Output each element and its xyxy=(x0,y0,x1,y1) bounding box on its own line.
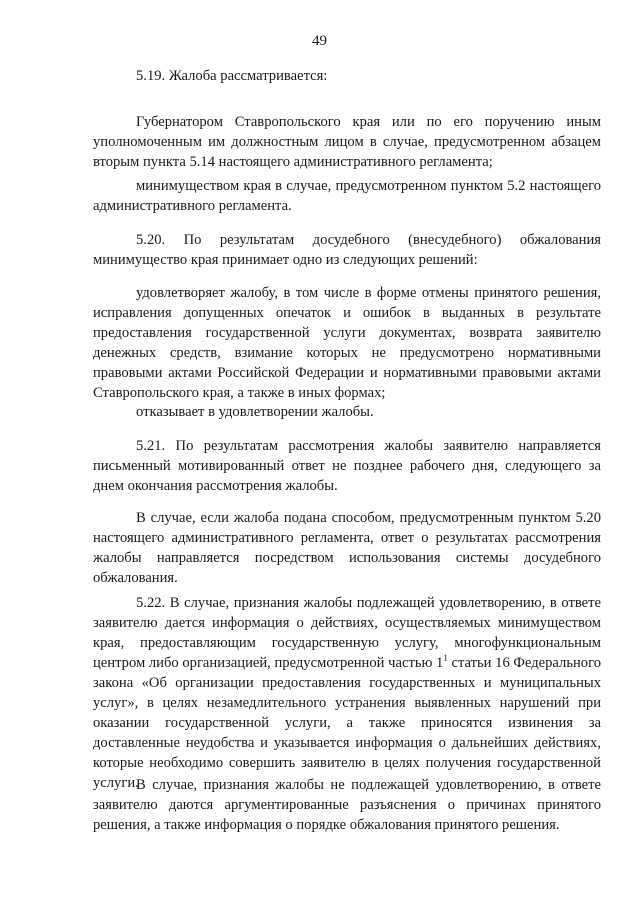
paragraph-5-22-part1: 5.22. В случае, признания жалобы подлежащей удовлетворению, в ответе заявителю дается информация о действиях, осуществляемых минимуществом края, предоставляющим государственную услугу, многофункциональным центром либо организацией, предусмотренной частью 1 xyxy=(93,595,601,671)
paragraph-5-22 xyxy=(93,593,601,793)
paragraph-5-22-part2: статьи 16 Федерального закона «Об организации предоставления государственных и муниципальных услуг», в целях незамедлительного устранения выявленных нарушений при оказании государственной услуги, а также приносятся извинения за доставленные неудобства и указывается информация о дальнейших действиях, которые необходимо совершить заявителю в целях получения государственной услуги. xyxy=(93,655,601,791)
paragraph-refuses: отказывает в удовлетворении жалобы. xyxy=(136,404,374,420)
footnote-superscript: 1 xyxy=(443,653,448,664)
paragraph-governor: Губернатором Ставропольского края или по его поручению иным уполномоченным им должностным лицом в случае, предусмотренном абзацем вторым пункта 5.14 настоящего административного регламента; xyxy=(93,114,601,170)
paragraph-5-21: 5.21. По результатам рассмотрения жалобы заявителю направляется письменный мотивированный ответ не позднее рабочего дня, следующего за днем окончания рассмотрения жалобы. xyxy=(93,438,601,494)
paragraph-rejection: В случае, признания жалобы не подлежащей удовлетворению, в ответе заявителю даются аргументированные разъяснения о причинах принятого решения, а также информация о порядке обжалования принятого решения. xyxy=(93,777,601,833)
paragraph-5-20: 5.20. По результатам досудебного (внесудебного) обжалования минимущество края принимает одно из следующих решений: xyxy=(93,232,601,268)
paragraph-5-19: 5.19. Жалоба рассматривается: xyxy=(136,68,328,84)
paragraph-satisfies: удовлетворяет жалобу, в том числе в форме отмены принятого решения, исправления допущенных опечаток и ошибок в выданных в результате предоставления государственной услуги документах, возврата заявителю денежных средств, взимание которых не предусмотрено нормативными правовыми актами Российской Федерации и нормативными правовыми актами Ставропольского края, а также в иных формах; xyxy=(93,285,601,401)
paragraph-minimushchestvo: минимуществом края в случае, предусмотренном пунктом 5.2 настоящего административного регламента. xyxy=(93,178,601,214)
page-number: 49 xyxy=(312,33,327,49)
paragraph-response-method: В случае, если жалоба подана способом, предусмотренным пунктом 5.20 настоящего административного регламента, ответ о результатах рассмотрения жалобы направляется посредством использования системы досудебного обжалования. xyxy=(93,510,601,586)
